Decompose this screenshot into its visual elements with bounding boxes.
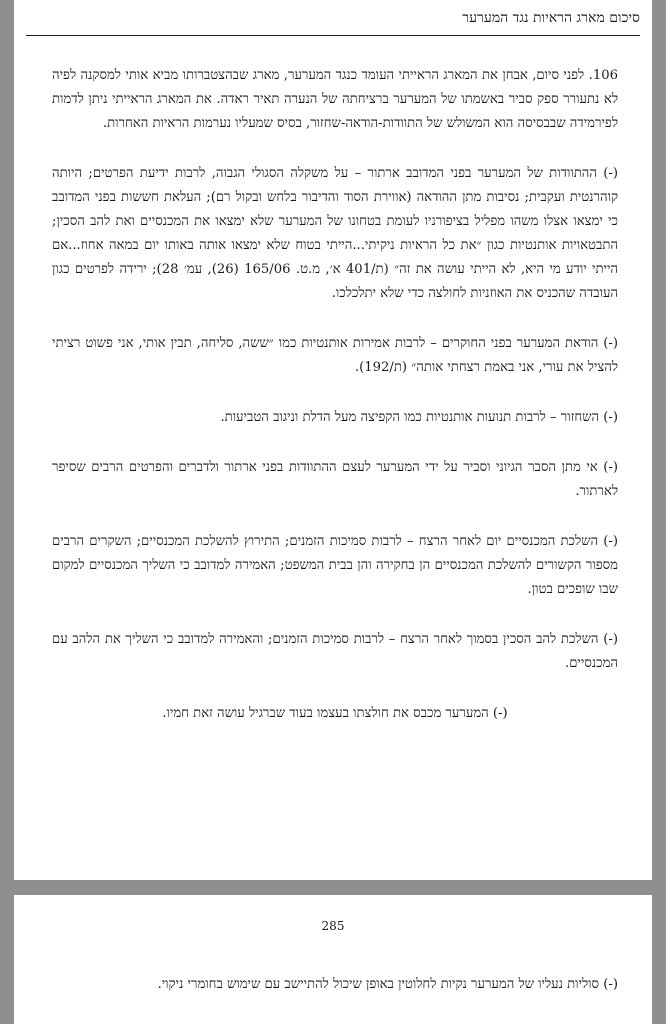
- page-body: [52, 64, 618, 752]
- evidence-item-shoe-soles: (-) סוליות נעליו של המערער נקיות לחלוטין באופן שיכול להתיישב עם שימוש בחומרי ניקוי.: [157, 977, 618, 992]
- evidence-item-no-explanation: (-) אי מתן הסבר הגיוני וסביר על ידי המערער לעצם ההתוודות בפני ארתור ולדברים והפרטים הרבים שסיפר לארתור.: [52, 460, 618, 499]
- evidence-item-shirt-washing: (-) המערער מכבס את חולצתו בעצמו בעוד שברגיל עושה זאת חמיו.: [162, 706, 508, 721]
- evidence-item-confession-to-informant: (-) ההתוודות של המערער בפני המדובב ארתור – על משקלה הסגולי הגבוה, לרבות ידיעת הפרטים; היותה קוהרנטית ועקבית; נסיבות מתן ההודאה (אווירת הסוד והדיבור בלחש ובקול רם); העלאת חששות בפני המדובב כי ימצאו אצלו משהו מפליל בציפורניו לעומת בטחונו של המערער שלא ימצאו את המכנסיים ואת להב הסכין; התבטאויות אותנטיות כגון ״את כל הראיות ניקיתי...הייתי בטוח שלא ימצאו אותה באותו יום במאה אחוז...אם הייתי יודע מי היא, לא הייתי עושה את זה״ (ת/401 א׳, מ.ט. 165/06 (26), עמ׳ 28); ירידה לפרטים כגון העובדה שהכניס את האוזניות לחולצה כדי שלא יתלכלכו.: [52, 166, 619, 301]
- evidence-item-reenactment: (-) השחזור – לרבות תנועות אותנטיות כמו הקפיצה מעל הדלת וניגוב הטביעות.: [220, 410, 618, 425]
- paragraph-106: 106. לפני סיום, אבחן את המארג הראייתי העומד כנגד המערער, מארג שבהצטברותו מביא אותי למסקנה לפיה לא נתעורר ספק סביר באשמתו של המערער ברציחתה של הנערה תאיר ראדה. את המארג הראייתי ניתן לדמות לפירמידה שבבסיסה הוא המשולש של התוודות-הודאה-שחזור, בסיס שמעליו נערמות הראיות האחרות.: [52, 68, 618, 131]
- page-number: 285: [321, 919, 345, 933]
- running-header: סיכום מארג הראיות נגד המערער: [26, 10, 640, 36]
- document-page-2: [14, 895, 652, 1024]
- evidence-item-knife-blade-disposal: (-) השלכת להב הסכין בסמוך לאחר הרצח – לרבות סמיכות הזמנים; והאמירה למדובב כי השליך את הלהב עם המכנסיים.: [52, 632, 618, 671]
- document-page-1: [14, 0, 652, 880]
- evidence-item-trousers-disposal: (-) השלכת המכנסיים יום לאחר הרצח – לרבות סמיכות הזמנים; התירוץ להשלכת המכנסיים; השקרים הרבים מספור הקשורים להשלכת המכנסיים הן בחקירה והן בבית המשפט; האמירה למדובב כי השליך המכנסיים למקום שבו שופכים בטון.: [52, 534, 618, 597]
- evidence-item-confession-to-investigators: (-) הודאת המערער בפני החוקרים – לרבות אמירות אותנטיות כמו ״ששה, סליחה, תבין אותי, אני פשוט רציתי להציל את עורי, אני באמת רצחתי אותה״ (ת/192).: [52, 336, 618, 375]
